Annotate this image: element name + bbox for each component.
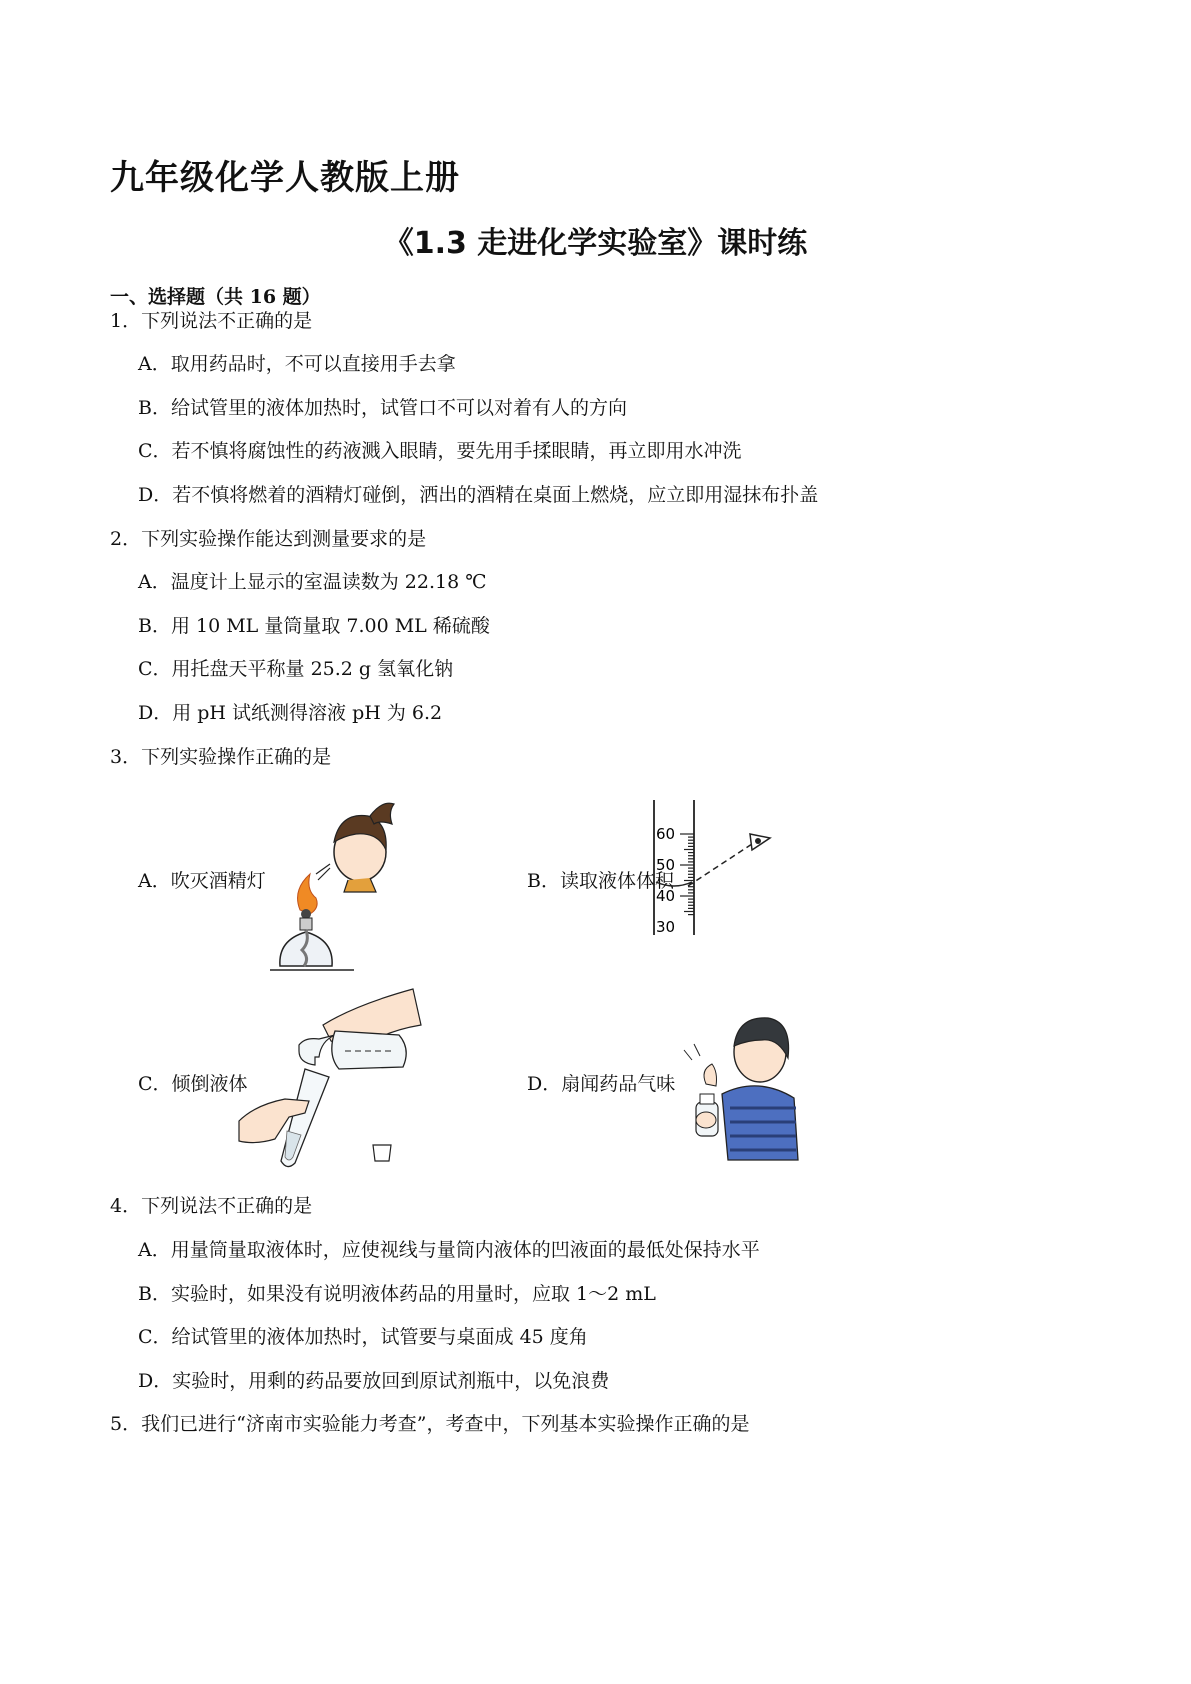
figure-pour-liquid [235,985,435,1175]
figure-read-cylinder [648,790,818,940]
question-4-option-c: C．给试管里的液体加热时，试管要与桌面成 45 度角 [138,1326,588,1348]
question-2-option-b: B．用 10 ML 量筒量取 7.00 ML 稀硫酸 [138,615,490,637]
sight-line [688,844,752,886]
question-3-option-c: C．倾倒液体 [138,1073,248,1095]
question-3-option-a: A．吹灭酒精灯 [138,870,266,892]
question-4-option-b: B．实验时，如果没有说明液体药品的用量时，应取 1～2 mL [138,1283,656,1305]
figure-waft-odor [678,1010,818,1180]
tick-label-60: 60 [656,825,676,843]
question-4-stem: 4．下列说法不正确的是 [110,1195,313,1217]
section-heading: 一、选择题（共 16 题） [110,286,321,308]
tick-label-50: 50 [656,856,676,874]
figure-blow-out-lamp [270,790,420,990]
question-2-option-a: A．温度计上显示的室温读数为 22.18 ℃ [138,571,487,593]
question-1-option-c: C．若不慎将腐蚀性的药液溅入眼睛，要先用手揉眼睛，再立即用水冲洗 [138,440,742,462]
question-3-option-b: B．读取液体体积 [527,870,674,892]
question-1-option-a: A．取用药品时，不可以直接用手去拿 [138,353,456,375]
meniscus [656,882,692,886]
question-1-option-b: B．给试管里的液体加热时，试管口不可以对着有人的方向 [138,397,627,419]
question-5-stem: 5．我们已进行“济南市实验能力考查”，考查中，下列基本实验操作正确的是 [110,1413,750,1435]
question-1-stem: 1．下列说法不正确的是 [110,310,313,332]
question-2-stem: 2．下列实验操作能达到测量要求的是 [110,528,427,550]
page-title: 九年级化学人教版上册 [110,158,460,198]
question-2-option-d: D．用 pH 试纸测得溶液 pH 为 6.2 [138,702,443,724]
page-subtitle: 《1.3 走进化学实验室》课时练 [383,226,808,261]
tick-label-40: 40 [656,887,676,905]
question-1-option-d: D．若不慎将燃着的酒精灯碰倒，洒出的酒精在桌面上燃烧，应立即用湿抹布扑盖 [138,484,819,506]
question-4-option-a: A．用量筒量取液体时，应使视线与量筒内液体的凹液面的最低处保持水平 [138,1239,760,1261]
tick-label-30: 30 [656,918,676,936]
question-3-stem: 3．下列实验操作正确的是 [110,746,332,768]
question-4-option-d: D．实验时，用剩的药品要放回到原试剂瓶中，以免浪费 [138,1370,610,1392]
question-2-option-c: C．用托盘天平称量 25.2 g 氢氧化钠 [138,658,454,680]
question-3-option-d: D．扇闻药品气味 [527,1073,676,1095]
